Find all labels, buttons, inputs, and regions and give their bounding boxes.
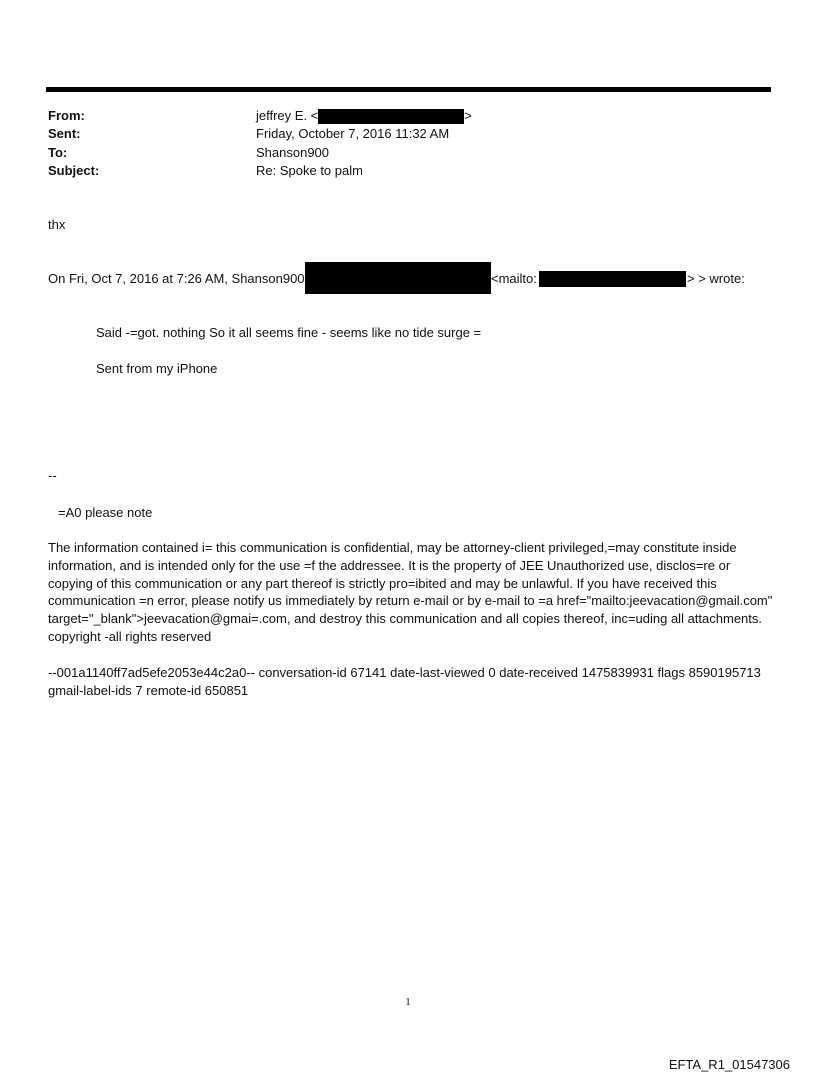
redaction-box-sender-email [305, 262, 491, 294]
signature-separator: -- [48, 468, 57, 483]
subject-value: Re: Spoke to palm [256, 163, 363, 178]
message-metadata: --001a1140ff7ad5efe2053e44c2a0-- conversation-id 67141 date-last-viewed 0 date-received 1475839931 flags 8590195713 gmail-label-ids 7 remote-id 650851 [48, 665, 761, 698]
to-value: Shanson900 [256, 145, 330, 160]
please-note-line: =A0 please note [58, 505, 153, 520]
quote-intro-suffix: > > wrote: [687, 271, 745, 286]
quote-intro-mailto: <mailto: [491, 271, 537, 286]
from-label: From: [48, 108, 85, 123]
header-rule [46, 87, 771, 92]
reply-text: thx [48, 217, 66, 232]
sent-value: Friday, October 7, 2016 11:32 AM [256, 126, 450, 141]
from-value-suffix: > [464, 108, 472, 123]
quote-intro-prefix: On Fri, Oct 7, 2016 at 7:26 AM, Shanson900 [48, 271, 305, 286]
page-number: 1 [405, 996, 411, 1008]
from-value-prefix: jeffrey E. < [256, 108, 319, 123]
quoted-signature-line: Sent from my iPhone [96, 361, 218, 376]
subject-label: Subject: [48, 163, 100, 178]
bates-number: EFTA_R1_01547306 [668, 1057, 790, 1072]
to-label: To: [48, 145, 68, 160]
quoted-message-line: Said -=got. nothing So it all seems fine - seems like no tide surge = [96, 325, 482, 340]
redaction-box-from-email [318, 109, 464, 124]
sent-label: Sent: [48, 126, 81, 141]
confidentiality-disclaimer: The information contained i= this communication is confidential, may be attorney-client privileged,=may constitute inside information, and is intended only for the use =f the addressee. It is the property of JEE Unauthorized use, disclos=re or copying of this communication or any part thereof is strictly pro=ibited and may be unlawful. If you have received this communication =n error, please notify us immediately by return e-mail or by e-mail to =a href="mailto:jeevacation@gmail.com" target="_blank">jeevacation@gmai=.com, and destroy this communication and all copies thereof, inc=uding all attachments. copyright -all rights reserved [48, 540, 773, 644]
from-value [256, 108, 472, 124]
redaction-box-mailto-email [539, 271, 686, 287]
